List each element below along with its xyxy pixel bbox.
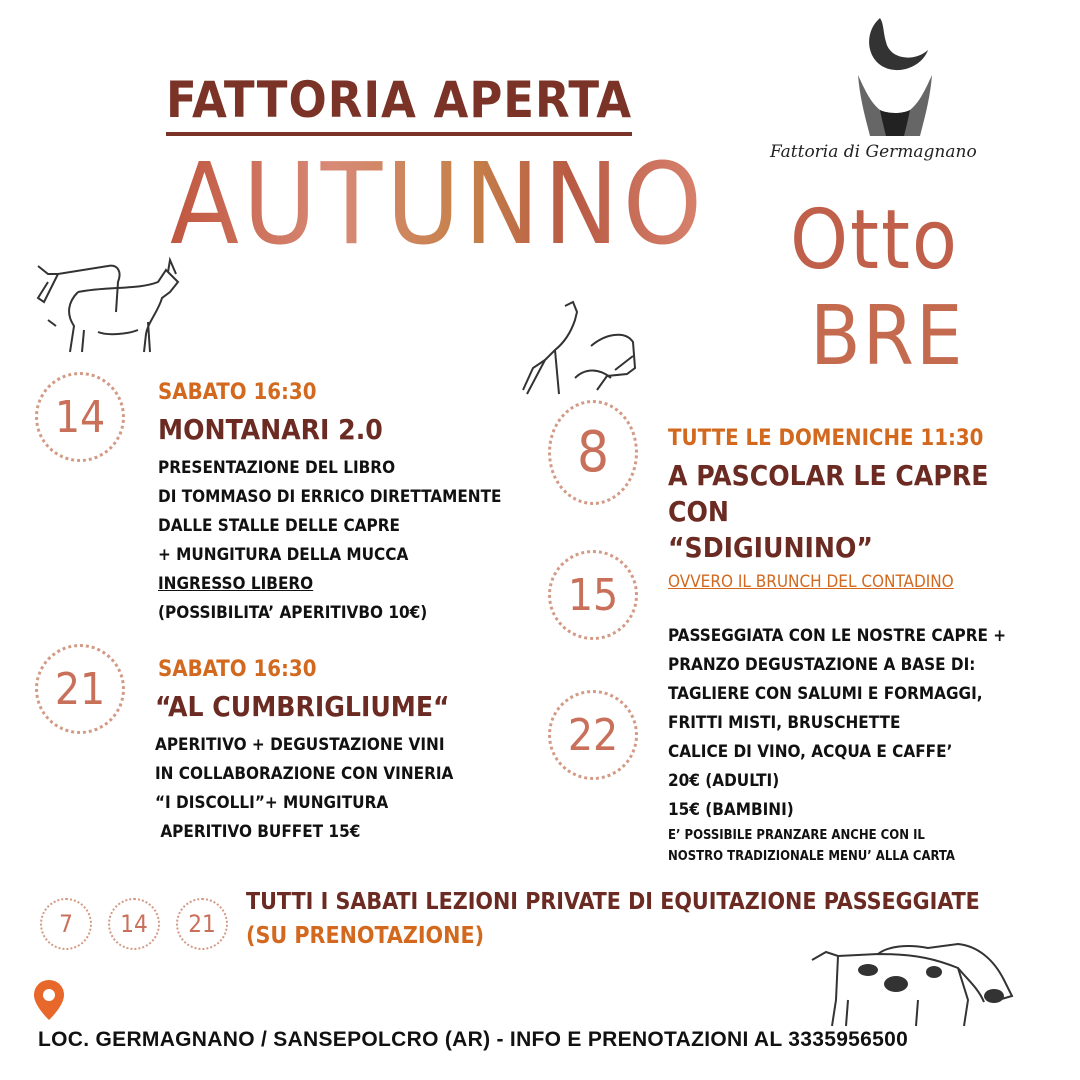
description-line: CALICE DI VINO, ACQUA E CAFFE’ (668, 742, 953, 762)
event-title-line2: “SDIGIUNINO” (668, 531, 873, 564)
cows-illustration-icon (808, 940, 1018, 1030)
month-title (790, 193, 990, 384)
date-circle-21: 21 (35, 644, 125, 734)
date-circle-21-small: 21 (176, 898, 228, 950)
event-description (158, 454, 528, 628)
date-circle-22: 22 (548, 690, 638, 780)
date-circle-14: 14 (35, 372, 125, 462)
description-line: APERITIVO BUFFET 15€ (155, 822, 361, 842)
date-circle-14-small: 14 (108, 898, 160, 950)
description-line: FRITTI MISTI, BRUSCHETTE (668, 713, 901, 733)
event-description (155, 731, 525, 847)
lessons-line1: TUTTI I SABATI LEZIONI PRIVATE DI EQUITAZIONE PASSEGGIATE (246, 889, 980, 915)
event-cumbrigliume (155, 655, 525, 847)
season-title: AUTUNNO (170, 140, 706, 270)
event-time: TUTTE LE DOMENICHE 11:30 (668, 426, 984, 451)
description-line: + MUNGITURA DELLA MUCCA (158, 545, 409, 565)
free-entry-text: INGRESSO LIBERO (158, 574, 314, 594)
month-line-1: Otto (790, 193, 959, 288)
event-subtitle: OVVERO IL BRUNCH DEL CONTADINO (668, 572, 954, 592)
event-sdigiunino (668, 424, 1048, 867)
description-line: DALLE STALLE DELLE CAPRE (158, 516, 400, 536)
price-children: 15€ (BAMBINI) (668, 800, 794, 820)
description-line: PRESENTAZIONE DEL LIBRO (158, 458, 396, 478)
saturday-lessons (246, 886, 1046, 952)
brand-name: Fattoria di Germagnano (770, 142, 977, 162)
description-line: “I DISCOLLI”+ MUNGITURA (155, 793, 389, 813)
event-note (668, 825, 1048, 867)
date-circle-15: 15 (548, 550, 638, 640)
event-title: “AL CUMBRIGLIUME“ (155, 690, 450, 723)
donkeys-illustration-icon (18, 252, 188, 362)
event-time: SABATO 16:30 (158, 380, 317, 405)
goats-illustration-icon (515, 298, 645, 398)
description-line: TAGLIERE CON SALUMI E FORMAGGI, (668, 684, 983, 704)
note-line: E’ POSSIBILE PRANZARE ANCHE CON IL (668, 828, 925, 843)
description-line: IN COLLABORAZIONE CON VINERIA (155, 764, 454, 784)
date-circle-8: 8 (548, 400, 638, 505)
event-title-line1: A PASCOLAR LE CAPRE CON (668, 459, 989, 528)
event-description (668, 622, 1048, 825)
event-time: SABATO 16:30 (158, 657, 317, 682)
farm-logo-icon (840, 10, 950, 140)
event-montanari (158, 378, 528, 628)
map-pin-icon (32, 978, 66, 1022)
description-line: PASSEGGIATA CON LE NOSTRE CAPRE + (668, 626, 1007, 646)
month-line-2: BRE (810, 289, 965, 384)
description-line: DI TOMMASO DI ERRICO DIRETTAMENTE (158, 487, 502, 507)
description-line: APERITIVO + DEGUSTAZIONE VINI (155, 735, 445, 755)
price-adults: 20€ (ADULTI) (668, 771, 780, 791)
event-title: MONTANARI 2.0 (158, 413, 383, 446)
page-title: FATTORIA APERTA (166, 70, 632, 136)
footer-info: LOC. GERMAGNANO / SANSEPOLCRO (AR) - INFO E PRENOTAZIONI AL 3335956500 (38, 1028, 909, 1051)
description-line: (POSSIBILITA’ APERITIVBO 10€) (158, 603, 428, 623)
date-circle-7: 7 (40, 898, 92, 950)
lessons-line2: (SU PRENOTAZIONE) (246, 923, 485, 949)
note-line: NOSTRO TRADIZIONALE MENU’ ALLA CARTA (668, 849, 955, 864)
description-line: PRANZO DEGUSTAZIONE A BASE DI: (668, 655, 976, 675)
